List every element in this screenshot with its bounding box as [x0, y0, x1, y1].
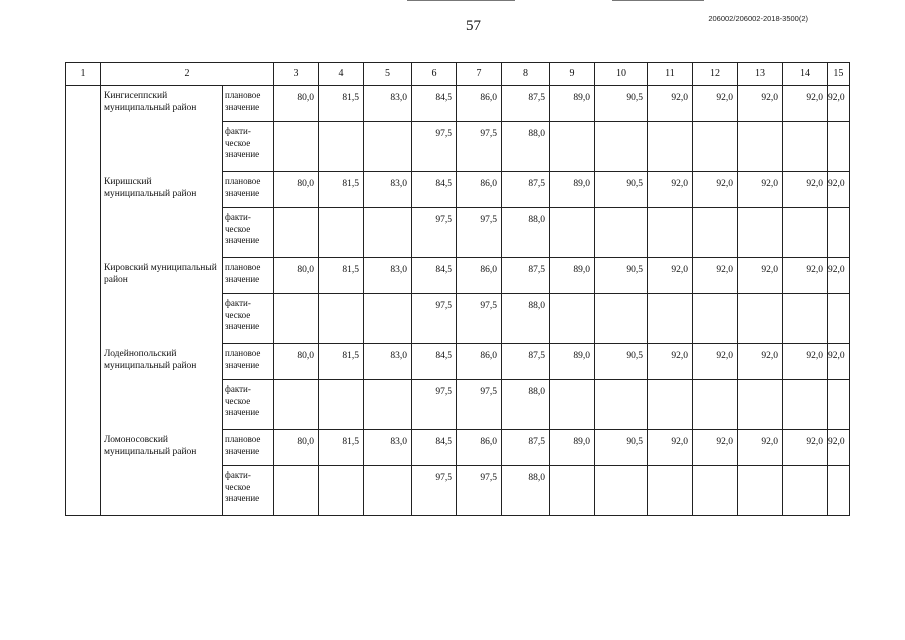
- column-header: 2: [101, 63, 274, 86]
- column-header: 3: [274, 63, 319, 86]
- row-number-cell: [66, 86, 101, 516]
- column-header: 8: [502, 63, 550, 86]
- fact-value-cell: [550, 466, 595, 516]
- plan-value-cell: 92,0: [648, 86, 693, 122]
- value-type-label: факти- ческое значение: [223, 466, 274, 516]
- column-header: 5: [364, 63, 412, 86]
- fact-value-cell: 97,5: [412, 122, 457, 172]
- plan-value-cell: 87,5: [502, 344, 550, 380]
- fact-value-cell: [648, 122, 693, 172]
- plan-value-cell: 92,0: [783, 258, 828, 294]
- plan-value-cell: 89,0: [550, 430, 595, 466]
- fact-value-cell: 97,5: [412, 208, 457, 258]
- plan-value-cell: 80,0: [274, 172, 319, 208]
- plan-value-cell: 89,0: [550, 172, 595, 208]
- fact-value-cell: [319, 380, 364, 430]
- plan-value-cell: 92,0: [693, 258, 738, 294]
- fact-value-cell: 97,5: [457, 294, 502, 344]
- fact-value-cell: [828, 208, 850, 258]
- fact-value-cell: 97,5: [412, 466, 457, 516]
- plan-value-cell: 92,0: [828, 258, 850, 294]
- fact-value-cell: 88,0: [502, 208, 550, 258]
- plan-value-cell: 81,5: [319, 258, 364, 294]
- plan-value-cell: 90,5: [595, 86, 648, 122]
- plan-value-cell: 92,0: [783, 172, 828, 208]
- plan-value-cell: 87,5: [502, 86, 550, 122]
- plan-value-cell: 81,5: [319, 86, 364, 122]
- fact-value-cell: 97,5: [457, 380, 502, 430]
- fact-value-cell: [783, 294, 828, 344]
- fact-value-cell: [595, 294, 648, 344]
- plan-value-cell: 92,0: [693, 172, 738, 208]
- top-scan-rule-right: [612, 0, 704, 1]
- value-type-label: факти- ческое значение: [223, 294, 274, 344]
- column-header: 9: [550, 63, 595, 86]
- fact-value-cell: 88,0: [502, 466, 550, 516]
- plan-value-cell: 87,5: [502, 258, 550, 294]
- district-name: Кингисеппский муниципальный район: [101, 86, 223, 172]
- fact-value-cell: [364, 466, 412, 516]
- column-header: 4: [319, 63, 364, 86]
- table-row-plan: [66, 258, 850, 294]
- fact-value-cell: 97,5: [412, 294, 457, 344]
- plan-value-cell: 81,5: [319, 430, 364, 466]
- plan-value-cell: 83,0: [364, 86, 412, 122]
- fact-value-cell: [364, 122, 412, 172]
- district-name: Кировский муниципальный район: [101, 258, 223, 344]
- fact-value-cell: [550, 208, 595, 258]
- plan-value-cell: 92,0: [648, 430, 693, 466]
- value-type-label: плановое значение: [223, 86, 274, 122]
- plan-value-cell: 84,5: [412, 258, 457, 294]
- plan-value-cell: 84,5: [412, 344, 457, 380]
- plan-value-cell: 92,0: [738, 172, 783, 208]
- fact-value-cell: [738, 466, 783, 516]
- fact-value-cell: [364, 380, 412, 430]
- fact-value-cell: [595, 122, 648, 172]
- plan-value-cell: 86,0: [457, 172, 502, 208]
- plan-value-cell: 92,0: [648, 258, 693, 294]
- plan-value-cell: 92,0: [783, 86, 828, 122]
- fact-value-cell: [738, 208, 783, 258]
- fact-value-cell: [828, 294, 850, 344]
- column-header: 13: [738, 63, 783, 86]
- plan-value-cell: 92,0: [738, 86, 783, 122]
- plan-value-cell: 89,0: [550, 86, 595, 122]
- plan-value-cell: 92,0: [783, 430, 828, 466]
- table-container: [65, 62, 850, 516]
- fact-value-cell: [595, 208, 648, 258]
- plan-value-cell: 86,0: [457, 430, 502, 466]
- fact-value-cell: [738, 294, 783, 344]
- district-name: Киришский муниципальный район: [101, 172, 223, 258]
- fact-value-cell: [648, 466, 693, 516]
- plan-value-cell: 92,0: [738, 430, 783, 466]
- plan-value-cell: 92,0: [693, 430, 738, 466]
- fact-value-cell: 88,0: [502, 380, 550, 430]
- plan-value-cell: 92,0: [648, 172, 693, 208]
- plan-value-cell: 83,0: [364, 258, 412, 294]
- plan-value-cell: 92,0: [738, 344, 783, 380]
- fact-value-cell: [693, 380, 738, 430]
- plan-value-cell: 90,5: [595, 258, 648, 294]
- plan-value-cell: 84,5: [412, 172, 457, 208]
- fact-value-cell: [595, 380, 648, 430]
- fact-value-cell: [693, 294, 738, 344]
- district-name: Ломоносовский муниципальный район: [101, 430, 223, 516]
- fact-value-cell: [319, 466, 364, 516]
- fact-value-cell: [738, 122, 783, 172]
- fact-value-cell: [364, 294, 412, 344]
- fact-value-cell: [319, 122, 364, 172]
- plan-value-cell: 92,0: [693, 344, 738, 380]
- plan-value-cell: 92,0: [783, 344, 828, 380]
- fact-value-cell: [274, 208, 319, 258]
- value-type-label: плановое значение: [223, 430, 274, 466]
- plan-value-cell: 80,0: [274, 258, 319, 294]
- page-number: 57: [466, 18, 481, 34]
- plan-value-cell: 89,0: [550, 258, 595, 294]
- table-row-plan: [66, 430, 850, 466]
- fact-value-cell: [693, 208, 738, 258]
- column-header: 10: [595, 63, 648, 86]
- fact-value-cell: [274, 466, 319, 516]
- plan-value-cell: 83,0: [364, 430, 412, 466]
- plan-value-cell: 83,0: [364, 172, 412, 208]
- fact-value-cell: [828, 466, 850, 516]
- column-header: 12: [693, 63, 738, 86]
- plan-value-cell: 87,5: [502, 430, 550, 466]
- fact-value-cell: [648, 294, 693, 344]
- plan-value-cell: 92,0: [828, 86, 850, 122]
- column-number-row: [66, 63, 850, 86]
- column-header: 1: [66, 63, 101, 86]
- column-header: 11: [648, 63, 693, 86]
- plan-value-cell: 92,0: [828, 430, 850, 466]
- column-header: 15: [828, 63, 850, 86]
- fact-value-cell: [693, 466, 738, 516]
- plan-value-cell: 90,5: [595, 344, 648, 380]
- plan-value-cell: 92,0: [693, 86, 738, 122]
- fact-value-cell: [550, 294, 595, 344]
- table-row-plan: [66, 344, 850, 380]
- top-scan-rule-left: [407, 0, 515, 1]
- plan-value-cell: 92,0: [828, 344, 850, 380]
- fact-value-cell: [550, 380, 595, 430]
- plan-value-cell: 80,0: [274, 344, 319, 380]
- fact-value-cell: [693, 122, 738, 172]
- fact-value-cell: [364, 208, 412, 258]
- plan-value-cell: 89,0: [550, 344, 595, 380]
- plan-value-cell: 87,5: [502, 172, 550, 208]
- fact-value-cell: [550, 122, 595, 172]
- column-header: 6: [412, 63, 457, 86]
- plan-value-cell: 84,5: [412, 430, 457, 466]
- fact-value-cell: [783, 466, 828, 516]
- table-body: [66, 86, 850, 516]
- plan-value-cell: 86,0: [457, 86, 502, 122]
- fact-value-cell: [319, 294, 364, 344]
- district-name: Лодейнопольский муниципальный район: [101, 344, 223, 430]
- data-table: [65, 62, 850, 516]
- fact-value-cell: 97,5: [457, 122, 502, 172]
- fact-value-cell: [648, 380, 693, 430]
- plan-value-cell: 90,5: [595, 430, 648, 466]
- plan-value-cell: 80,0: [274, 86, 319, 122]
- fact-value-cell: [595, 466, 648, 516]
- table-row-plan: [66, 172, 850, 208]
- fact-value-cell: [783, 122, 828, 172]
- plan-value-cell: 92,0: [738, 258, 783, 294]
- column-header: 14: [783, 63, 828, 86]
- plan-value-cell: 86,0: [457, 258, 502, 294]
- fact-value-cell: [828, 380, 850, 430]
- value-type-label: факти- ческое значение: [223, 380, 274, 430]
- value-type-label: факти- ческое значение: [223, 122, 274, 172]
- table-row-plan: [66, 86, 850, 122]
- plan-value-cell: 81,5: [319, 344, 364, 380]
- plan-value-cell: 80,0: [274, 430, 319, 466]
- fact-value-cell: [274, 380, 319, 430]
- fact-value-cell: 97,5: [412, 380, 457, 430]
- document-id: 206002/206002-2018-3500(2): [708, 14, 808, 23]
- fact-value-cell: [783, 208, 828, 258]
- fact-value-cell: [274, 294, 319, 344]
- plan-value-cell: 86,0: [457, 344, 502, 380]
- fact-value-cell: 88,0: [502, 122, 550, 172]
- fact-value-cell: 88,0: [502, 294, 550, 344]
- fact-value-cell: [274, 122, 319, 172]
- value-type-label: плановое значение: [223, 172, 274, 208]
- plan-value-cell: 83,0: [364, 344, 412, 380]
- plan-value-cell: 81,5: [319, 172, 364, 208]
- plan-value-cell: 84,5: [412, 86, 457, 122]
- fact-value-cell: [828, 122, 850, 172]
- value-type-label: факти- ческое значение: [223, 208, 274, 258]
- fact-value-cell: 97,5: [457, 466, 502, 516]
- plan-value-cell: 92,0: [828, 172, 850, 208]
- plan-value-cell: 90,5: [595, 172, 648, 208]
- value-type-label: плановое значение: [223, 344, 274, 380]
- fact-value-cell: [783, 380, 828, 430]
- fact-value-cell: [319, 208, 364, 258]
- plan-value-cell: 92,0: [648, 344, 693, 380]
- value-type-label: плановое значение: [223, 258, 274, 294]
- column-header: 7: [457, 63, 502, 86]
- fact-value-cell: [738, 380, 783, 430]
- fact-value-cell: [648, 208, 693, 258]
- fact-value-cell: 97,5: [457, 208, 502, 258]
